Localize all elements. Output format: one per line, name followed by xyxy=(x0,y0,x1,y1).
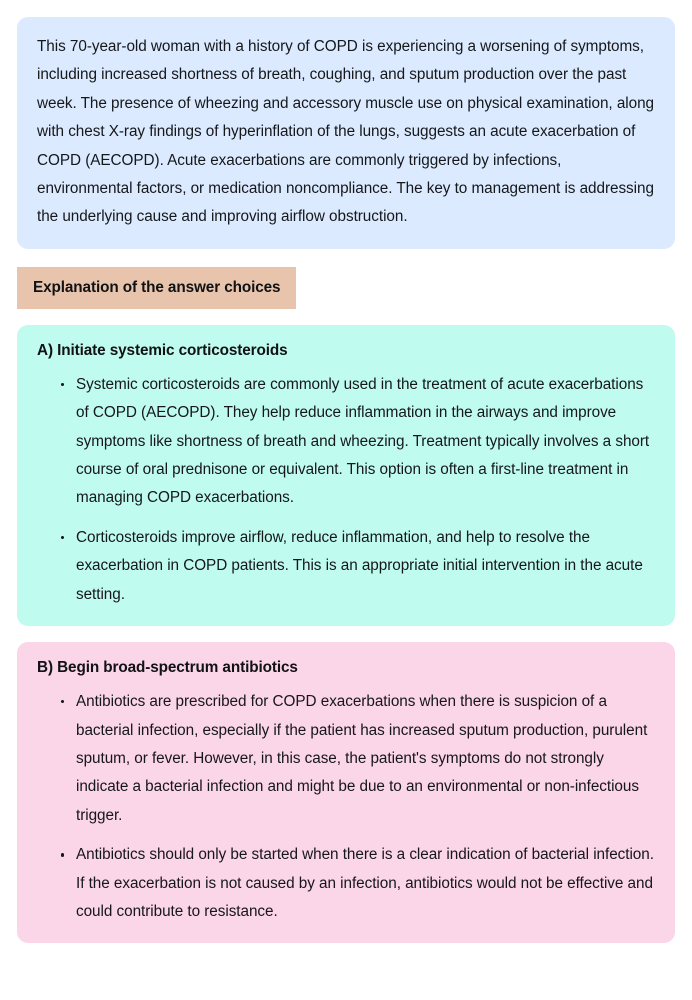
bullet-dot-icon xyxy=(61,700,64,703)
answer-choice-card-a xyxy=(17,325,675,626)
explanation-section-label: Explanation of the answer choices xyxy=(33,278,281,296)
list-item xyxy=(37,841,655,926)
bullet-dot-icon xyxy=(61,536,64,539)
bullet-dot-icon xyxy=(61,853,64,856)
list-item-text: Antibiotics are prescribed for COPD exacerbations when there is suspicion of a bacterial infection, especially if the patient has increased sputum production, purulent sputum, or fever. However, in this case, the patient's symptoms do not strongly indicate a bacterial infection and might be due to an environmental or non-infectious trigger. xyxy=(76,693,648,824)
answer-choice-bullets-a xyxy=(37,371,655,609)
answer-choice-title-a: A) Initiate systemic corticosteroids xyxy=(37,341,288,359)
clinical-vignette-text: This 70-year-old woman with a history of COPD is experiencing a worsening of symptoms, including increased shortness of breath, coughing, and sputum production over the past week. The presence of wheezing and accessory muscle use on physical examination, along with chest X-ray findings of hyperinflation of the lungs, suggests an acute exacerbation of COPD (AECOPD). Acute exacerbations are commonly triggered by infections, environmental factors, or medication noncompliance. The key to management is addressing the underlying cause and improving airflow obstruction. xyxy=(37,38,654,226)
list-item-text: Systemic corticosteroids are commonly used in the treatment of acute exacerbations of COPD (AECOPD). They help reduce inflammation in the airways and improve symptoms like shortness of breath and wheezing. Treatment typically involves a short course of oral prednisone or equivalent. This option is often a first-line treatment in managing COPD exacerbations. xyxy=(76,375,650,507)
explanation-section-banner xyxy=(17,267,296,309)
bullet-dot-icon xyxy=(61,383,64,386)
list-item-text: Antibiotics should only be started when there is a clear indication of bacterial infection. If the exacerbation is not caused by an infection, antibiotics would not be effective and could contribute to resistance. xyxy=(76,846,654,920)
answer-choice-card-b xyxy=(17,642,675,943)
list-item xyxy=(37,371,655,513)
list-item xyxy=(37,688,655,830)
answer-choice-title-b: B) Begin broad-spectrum antibiotics xyxy=(37,659,298,677)
answer-choice-bullets-b xyxy=(37,688,655,926)
list-item xyxy=(37,524,655,609)
clinical-vignette-card xyxy=(17,17,675,249)
list-item-text: Corticosteroids improve airflow, reduce inflammation, and help to resolve the exacerbation in COPD patients. This is an appropriate initial intervention in the acute setting. xyxy=(76,528,643,603)
